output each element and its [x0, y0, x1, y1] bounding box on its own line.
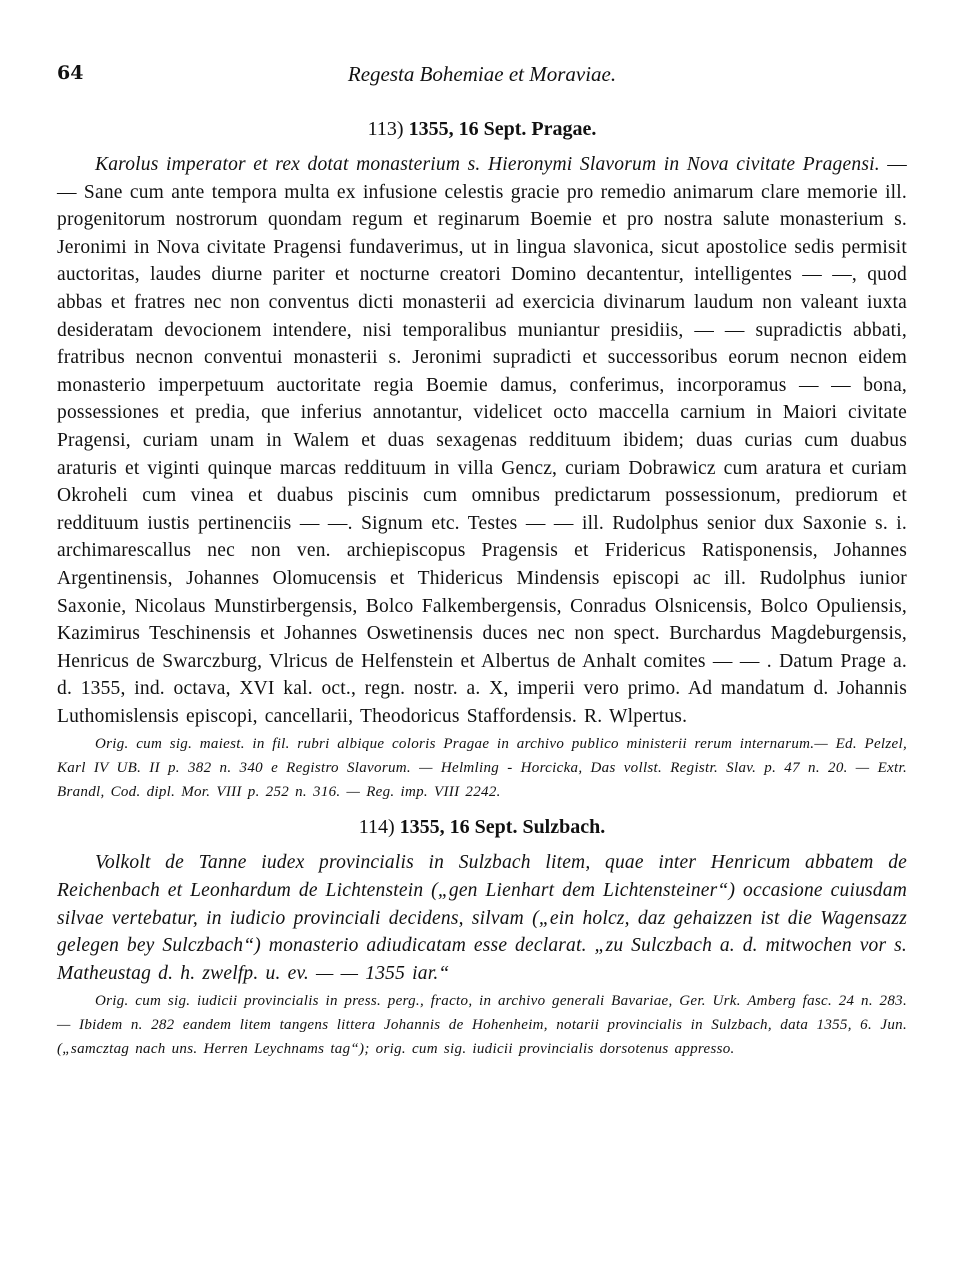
- entry-113-number: 113): [367, 118, 404, 140]
- entry-114-summary: Volkolt de Tanne iudex provincialis in Sulzbach litem, quae inter Henricum abbatem de Reichenbach et Leonhardum de Lichtenstein („gen Lienhart dem Lichtensteiner“) occasione cuiusdam silvae vertebatur, in iudicio provinciali decidens, silvam („ein holcz, daz gehaizzen ist die Wagensazz gelegen bey Sulczbach“) monasterio adiudicatam esse declarat. „zu Sulczbach a. d. mitwochen vor s. Matheustag d. h. zwelfp. u. ev. — — 1355 iar.“: [57, 852, 907, 984]
- entry-113-heading: [57, 118, 907, 141]
- entry-114-heading: [57, 816, 907, 839]
- entry-113-registrar: R. Wlpertus.: [584, 705, 688, 727]
- running-title: Regesta Bohemiae et Moraviae.: [347, 62, 617, 86]
- entry-113-chancery-note: Ad mandatum d. Johannis Luthomislensis episcopi, cancellarii, Theodoricus Staffordensis.: [57, 678, 908, 727]
- entry-113-date-place: 1355, 16 Sept. Pragae.: [408, 118, 597, 140]
- running-head: [57, 62, 907, 92]
- entry-113-notes: Orig. cum sig. maiest. in fil. rubri albique coloris Pragae in archivo publico ministerii rerum internarum.— Ed. Pelzel, Karl IV UB. II p. 382 n. 340 e Registro Slavorum. — Helmling - Horcicka, Das vollst. Registr. Slav. p. 47 n. 20. — Extr. Brandl, Cod. dipl. Mor. VIII p. 252 n. 316. — Reg. imp. VIII 2242.: [57, 736, 907, 801]
- entry-113-text: — — Sane cum ante tempora multa ex infusione celestis gracie pro remedio animarum clare memorie ill. progenitorum nostrorum quondam regum et reginarum Boemie et pro nostra salute monasterium s. Jeronimi in Nova civitate Pragensi fundaverimus, ut in lingua slavonica, sicut apostolice sedis permisit auctoritas, laudes diurne pariter et nocturne creatori Domino decantentur, intelligentes — —, quod abbas et fratres nec non conventus dicti monasterii ad exercicia divinarum laudum non valeant iuxta desideratam devocionem intendere, nisi temporalibus muniantur presidiis, — — supradictis abbati, fratribus necnon conventui monasterii s. Jeronimi supradicti et successoribus eorum necnon eidem monasterio imperpetuum auctoritate regia Boemie damus, conferimus, incorporamus — — bona, possessiones et predia, que inferius annotantur, videlicet octo maccella carnium in Maiori civitate Pragensi, curiam unam in Walem et duas sexagenas reddituum ibidem; duas curias cum duabus araturis et viginti quinque marcas reddituum in villa Gencz, curiam Dobrawicz cum aratura et curiam Okroheli cum vinea et duabus piscinis cum omnibus predictarum possessionum, prediorum et reddituum iustis pertinenciis — —. Signum etc. Testes — — ill. Rudolphus senior dux Saxonie s. i. archimarescallus nec non ven. archiepiscopus Pragensis et Fridericus Ratisponensis, Johannes Argentinensis, Johannes Olomucensis et Thidericus Mindensis episcopi ac ill. Rudolphus iunior Saxonie, Nicolaus Munstirbergensis, Bolco Falkembergensis, Conradus Olsnicensis, Bolco Opuliensis, Kazimirus Teschinensis et Johannes Oswetinensis duces nec non spect. Burchardus Magdeburgensis, Henricus de Swarczburg, Vlricus de Helfenstein et Albertus de Anhalt comites — — . Datum Prage a. d. 1355, ind. octava, XVI kal. oct., regn. nostr. a. X, imperii vero primo.: [57, 154, 907, 700]
- page-number: 64: [57, 62, 84, 84]
- entry-114-notes: Orig. cum sig. iudicii provincialis in press. perg., fracto, in archivo generali Bavariae, Ger. Urk. Amberg fasc. 24 n. 283. — Ibidem n. 282 eandem litem tangens littera Johannis de Hohenheim, notarii provincialis in Sulzbach, data 1355, 6. Jun. („samcztag nach uns. Herren Leychnams tag“); orig. cum sig. iudicii provincialis dorsotenus appresso.: [57, 993, 907, 1058]
- book-page: [57, 62, 907, 1061]
- entry-114-number: 114): [358, 816, 395, 839]
- entry-113-summary: Karolus imperator et rex dotat monasterium s. Hieronymi Slavorum in Nova civitate Pragensi.: [95, 154, 880, 175]
- entry-113-body: [57, 151, 907, 730]
- entry-114-date-place: 1355, 16 Sept. Sulzbach.: [399, 816, 606, 839]
